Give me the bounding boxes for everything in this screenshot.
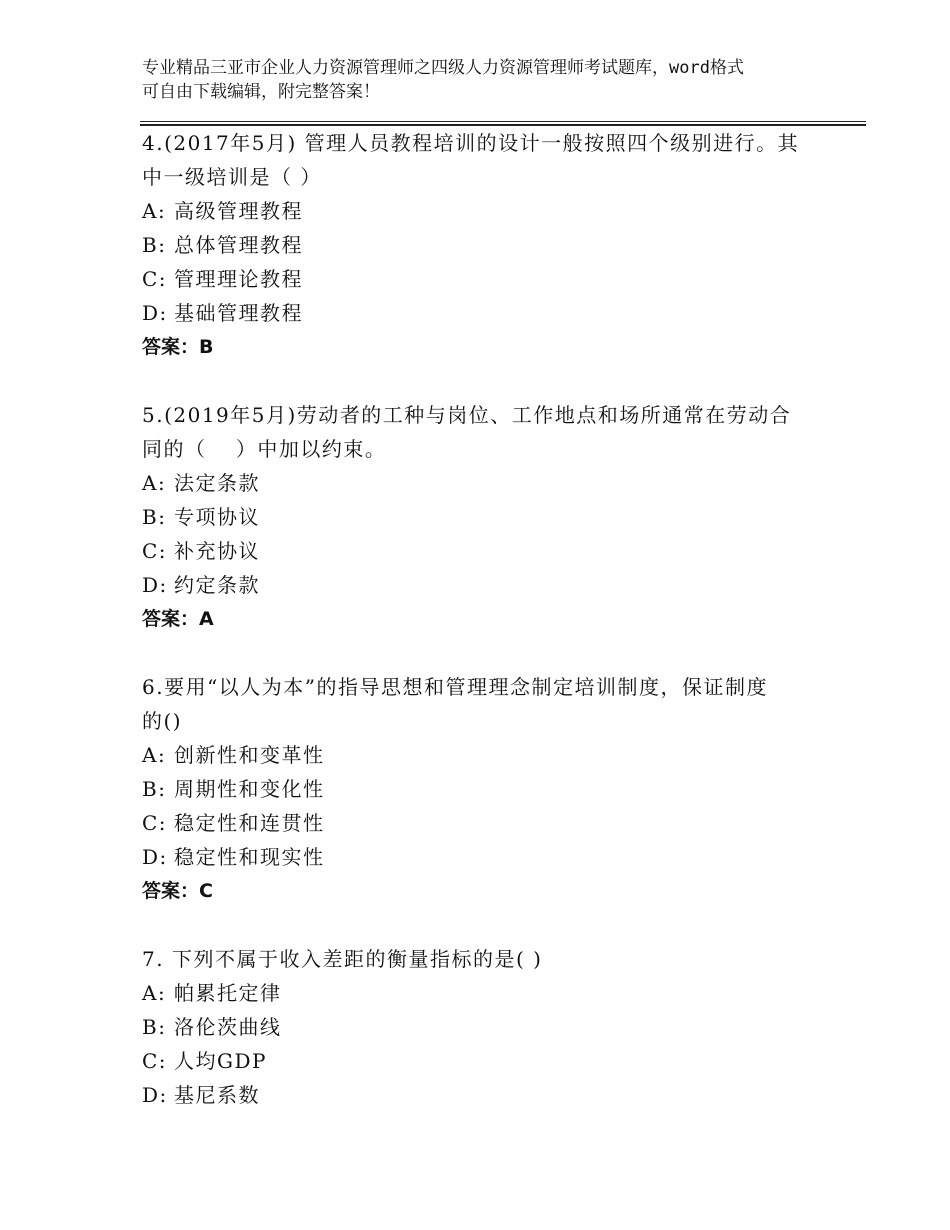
spacer [142, 908, 822, 942]
question-6 [142, 670, 822, 908]
option-d [142, 840, 822, 874]
document-header [142, 56, 842, 104]
option-c [142, 262, 822, 296]
option-text: 周期性和变化性 [174, 777, 325, 801]
option-letter: D: [142, 1083, 168, 1107]
option-b [142, 500, 822, 534]
option-letter: C: [142, 1049, 168, 1073]
option-letter: B: [142, 505, 167, 529]
option-letter: A: [142, 743, 167, 767]
question-stem-cont: 中一级培训是（ ） [142, 165, 322, 189]
option-letter: C: [142, 267, 168, 291]
option-a [142, 738, 822, 772]
option-text: 约定条款 [174, 573, 260, 597]
option-b [142, 1010, 822, 1044]
option-text: 专项协议 [174, 505, 260, 529]
header-divider-thin [140, 121, 866, 122]
option-text: 基础管理教程 [174, 301, 303, 325]
question-stem: 7. 下列不属于收入差距的衡量指标的是( ) [142, 947, 543, 971]
question-4 [142, 126, 822, 364]
spacer [142, 636, 822, 670]
option-d [142, 1078, 822, 1112]
option-text: 管理理论教程 [174, 267, 303, 291]
option-a [142, 466, 822, 500]
option-d [142, 296, 822, 330]
option-letter: B: [142, 1015, 167, 1039]
option-letter: C: [142, 539, 168, 563]
option-a [142, 194, 822, 228]
option-c [142, 806, 822, 840]
option-text: 帕累托定律 [174, 981, 282, 1005]
question-list [142, 126, 822, 1112]
answer-label: 答案：C [142, 880, 213, 902]
header-line-1: 专业精品三亚市企业人力资源管理师之四级人力资源管理师考试题库，word格式 [142, 58, 744, 78]
answer-label: 答案：A [142, 608, 214, 630]
question-stem-cont: 的() [142, 709, 183, 733]
option-letter: A: [142, 981, 167, 1005]
question-7 [142, 942, 822, 1112]
option-text: 创新性和变革性 [174, 743, 325, 767]
question-stem: 4.(2017年5月) 管理人员教程培训的设计一般按照四个级别进行。其 [142, 131, 800, 155]
option-letter: D: [142, 845, 168, 869]
option-c [142, 1044, 822, 1078]
option-b [142, 228, 822, 262]
header-line-2: 可自由下载编辑，附完整答案！ [142, 82, 380, 102]
option-text: 洛伦茨曲线 [174, 1015, 282, 1039]
option-letter: C: [142, 811, 168, 835]
option-letter: D: [142, 301, 168, 325]
question-stem-cont: 同的（ ）中加以约束。 [142, 437, 387, 461]
option-c [142, 534, 822, 568]
option-b [142, 772, 822, 806]
option-letter: B: [142, 777, 167, 801]
option-letter: B: [142, 233, 167, 257]
option-text: 基尼系数 [174, 1083, 260, 1107]
answer-label: 答案：B [142, 336, 214, 358]
question-5 [142, 398, 822, 636]
option-letter: A: [142, 471, 167, 495]
question-stem: 5.(2019年5月)劳动者的工种与岗位、工作地点和场所通常在劳动合 [142, 403, 792, 427]
option-d [142, 568, 822, 602]
question-stem: 6.要用“以人为本”的指导思想和管理理念制定培训制度，保证制度 [142, 675, 769, 699]
spacer [142, 364, 822, 398]
option-a [142, 976, 822, 1010]
option-text: 补充协议 [174, 539, 260, 563]
option-text: 总体管理教程 [174, 233, 303, 257]
option-text: 高级管理教程 [174, 199, 303, 223]
option-letter: A: [142, 199, 167, 223]
option-text: 人均GDP [174, 1049, 267, 1073]
option-text: 稳定性和现实性 [174, 845, 325, 869]
option-text: 法定条款 [174, 471, 260, 495]
option-letter: D: [142, 573, 168, 597]
option-text: 稳定性和连贯性 [174, 811, 325, 835]
